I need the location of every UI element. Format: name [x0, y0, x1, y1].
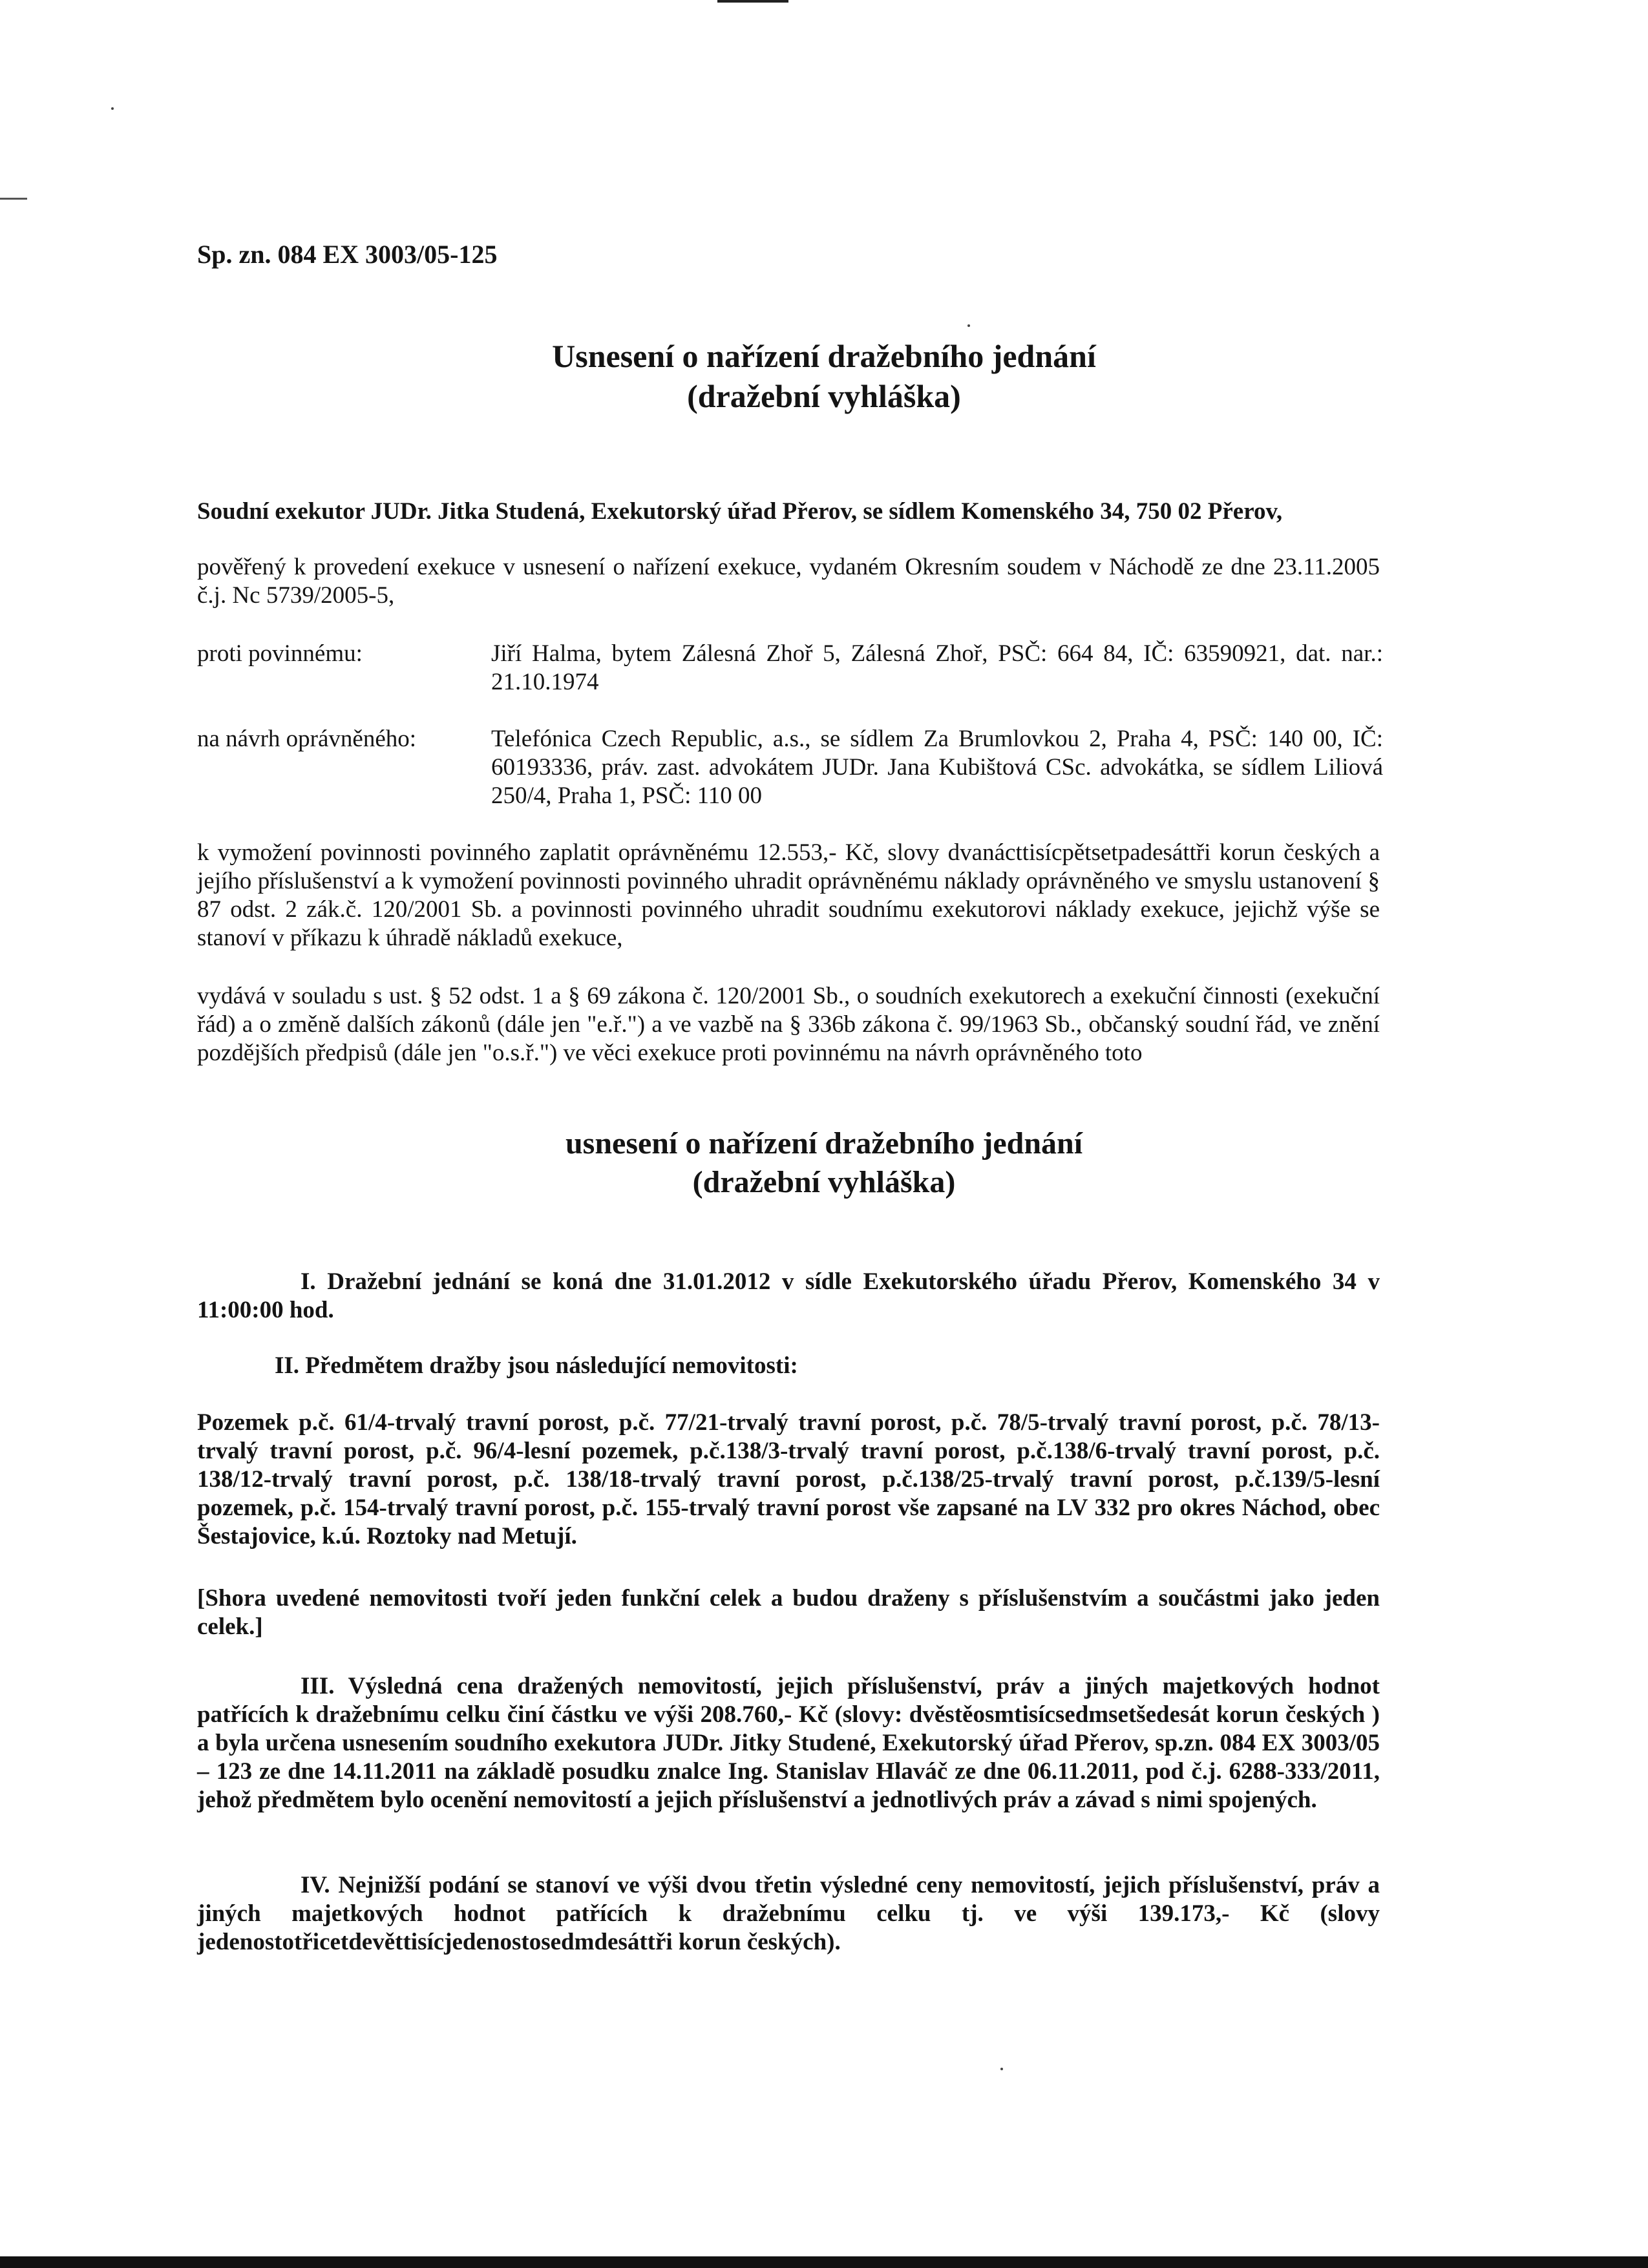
- scan-speck: [967, 324, 970, 327]
- creditor-value: Telefónica Czech Republic, a.s., se sídlem Za Brumlovkou 2, Praha 4, PSČ: 140 00, IČ: 60193336, práv. zast. advokátem JUDr. Jana Kubištová CSc. advokátka, se sídlem Liliová 250/4, Praha 1, PSČ: 110 00: [491, 726, 1383, 809]
- point-i-auction-date: I. Dražební jednání se koná dne 31.01.2012 v sídle Exekutorského úřadu Přerov, Komenského 34 v 11:00:00 hod.: [197, 1268, 1380, 1323]
- scan-edge-mark: [0, 198, 27, 200]
- legal-basis-paragraph: vydává v souladu s ust. § 52 odst. 1 a § 69 zákona č. 120/2001 Sb., o soudních exekutorech a exekuční činnosti (exekuční řád) a o změně dalších zákonů (dále jen "e.ř.") a ve vazbě na § 336b zákona č. 99/1963 Sb., občanský soudní řád, ve znění pozdějších předpisů (dále jen "o.s.ř.") ve věci exekuce proti povinnému na návrh oprávněného toto: [197, 983, 1380, 1066]
- mandate-paragraph: pověřený k provedení exekuce v usnesení o nařízení exekuce, vydaném Okresním soudem v Náchodě ze dne 23.11.2005 č.j. Nc 5739/2005-5,: [197, 554, 1380, 609]
- point-iii-price: III. Výsledná cena dražených nemovitostí, jejich příslušenství, práv a jiných majetkových hodnot patřících k dražebnímu celku činí částku ve výši 208.760,- Kč (slovy: dvěstěosmtisícsedmsetšedesát korun českých ) a byla určena usnesením soudního exekutora JUDr. Jitky Studené, Exekutorský úřad Přerov, sp.zn. 084 EX 3003/05 – 123 ze dne 14.11.2011 na základě posudku znalce Ing. Stanislav Hlaváč ze dne 06.11.2011, pod č.j. 6288-333/2011, jehož předmětem bylo ocenění nemovitostí a jejich příslušenství a jednotlivých práv a závad s nimi spojených.: [197, 1673, 1380, 1813]
- property-list: Pozemek p.č. 61/4-trvalý travní porost, p.č. 77/21-trvalý travní porost, p.č. 78/5-trvalý travní porost, p.č. 78/13-trvalý travní porost, p.č. 96/4-lesní pozemek, p.č.138/3-trvalý travní porost, p.č.138/6-trvalý travní porost, p.č. 138/12-trvalý travní porost, p.č. 138/18-trvalý travní porost, p.č.138/25-trvalý travní porost, p.č.139/5-lesní pozemek, p.č. 154-trvalý travní porost, p.č. 155-trvalý travní porost vše zapsané na LV 332 pro okres Náchod, obec Šestajovice, k.ú. Roztoky nad Metují.: [197, 1409, 1380, 1549]
- scan-edge-mark: [717, 0, 788, 3]
- scan-speck: [111, 107, 114, 110]
- debtor-label: proti povinnému:: [197, 640, 363, 667]
- resolution-heading-line-1: usnesení o nařízení dražebního jednání: [565, 1126, 1083, 1160]
- point-iv-minimum-bid: IV. Nejnižší podání se stanoví ve výši dvou třetin výsledné ceny nemovitostí, jejich příslušenství, práv a jiných majetkových hodnot patřících k dražebnímu celku tj. ve výši 139.173,- Kč (slovy jedenostotřicetdevěttisícjedenostosedmdesáttři korun českých).: [197, 1872, 1380, 1955]
- resolution-heading: [194, 1124, 1454, 1202]
- document-title: [194, 336, 1454, 416]
- point-ii-subject: II. Předmětem dražby jsou následující nemovitosti:: [275, 1352, 798, 1379]
- debtor-value: Jiří Halma, bytem Zálesná Zhoř 5, Zálesná Zhoř, PSČ: 664 84, IČ: 63590921, dat. nar.: 21.10.1974: [491, 640, 1383, 695]
- scan-speck: [1000, 2068, 1003, 2070]
- executor-line: Soudní exekutor JUDr. Jitka Studená, Exekutorský úřad Přerov, se sídlem Komenského 34, 750 02 Přerov,: [197, 498, 1283, 525]
- scan-edge-mark: [0, 2256, 1648, 2268]
- title-line-2: (dražební vyhláška): [687, 378, 961, 414]
- case-reference: Sp. zn. 084 EX 3003/05-125: [197, 240, 498, 269]
- enforcement-paragraph: k vymožení povinnosti povinného zaplatit oprávněnému 12.553,- Kč, slovy dvanácttisícpětsetpadesáttři korun českých a jejího příslušenství a k vymožení povinnosti povinného uhradit oprávněnému náklady oprávněného ve smyslu ustanovení § 87 odst. 2 zák.č. 120/2001 Sb. a povinnosti povinného uhradit soudnímu exekutorovi náklady exekuce, jejichž výše se stanoví v příkazu k úhradě nákladů exekuce,: [197, 839, 1380, 951]
- functional-unit-note: [Shora uvedené nemovitosti tvoří jeden funkční celek a budou draženy s příslušenstvím a součástmi jako jeden celek.]: [197, 1585, 1380, 1640]
- title-line-1: Usnesení o nařízení dražebního jednání: [552, 338, 1096, 374]
- resolution-heading-line-2: (dražební vyhláška): [692, 1165, 956, 1199]
- creditor-label: na návrh oprávněného:: [197, 726, 417, 752]
